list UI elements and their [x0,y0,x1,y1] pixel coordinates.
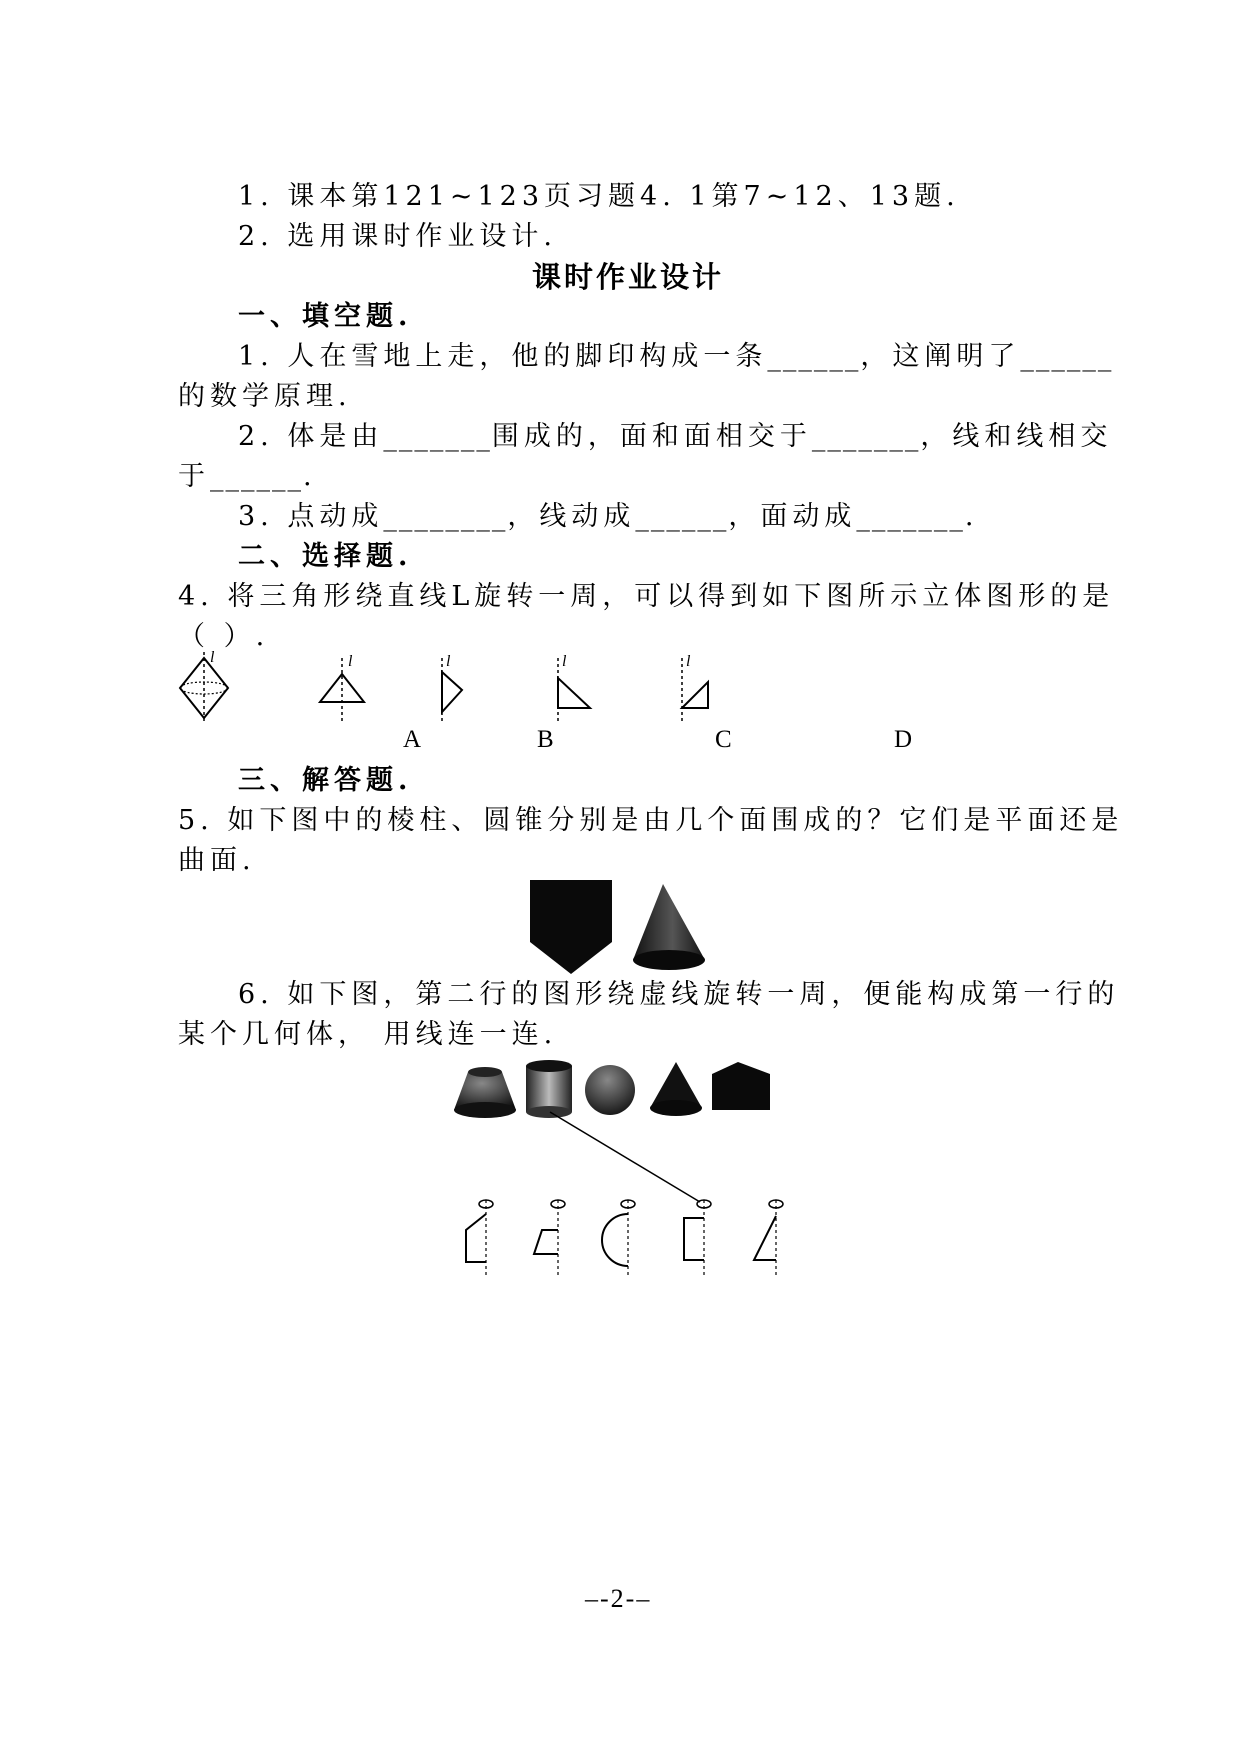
option-c-figure [548,652,598,724]
question-2-line-2 [178,460,317,494]
match-connector-line [548,1110,708,1206]
q2-blank-2: _______ [811,421,921,452]
option-c-label: C [715,726,732,753]
rotation-figure-3 [602,1200,635,1276]
question-6-line-1: 6. 如下图，第二行的图形绕虚线旋转一周，便能构成第一行的 [238,979,1120,1010]
question-5-line-1: 5. 如下图中的棱柱、圆锥分别是由几个面围成的？它们是平面还是 [178,805,1124,836]
option-b-label: B [537,726,554,753]
homework-item-2: 2. 选用课时作业设计. [238,221,557,252]
q3-blank-2: ______ [635,501,729,532]
frustum-icon [454,1067,516,1118]
pentagonal-solid-icon [712,1062,770,1110]
rotation-figure-2 [534,1200,565,1276]
question-6-line-2: 某个几何体， 用线连一连. [178,1019,558,1050]
q2-blank-3: ______ [210,461,303,492]
option-b-figure [432,652,482,724]
rotation-figure-4 [684,1200,711,1276]
option-a-label: A [403,726,422,753]
q2-blank-1: _______ [383,421,492,452]
q1-text-b: ，这阐明了 [860,341,1021,372]
axis-label-figure: l [210,649,215,666]
q1-blank-2: ______ [1020,341,1114,372]
q3-text-c: ，面动成 [728,501,857,532]
page-number: –-2-– [585,1584,652,1613]
q3-blank-3: _______ [856,501,965,532]
rotation-figure-1 [466,1200,493,1276]
axis-label-d: l [686,653,691,670]
pentagonal-prism-icon [530,880,612,974]
q2-text-b: 围成的，面和面相交于 [491,421,812,452]
question-4-line-1: 4. 将三角形绕直线L旋转一周，可以得到如下图所示立体图形的是 [178,581,1115,612]
homework-item-1: 1. 课本第121~123页习题4. 1第7~12、13题. [238,181,960,212]
sphere-icon [585,1065,635,1115]
double-cone-figure [176,649,236,724]
question-1-line-1 [238,340,1113,374]
axis-label-a: l [348,653,353,670]
q3-text-a: 3. 点动成 [238,501,384,532]
option-d-label: D [894,726,913,753]
q2-text-a: 2. 体是由 [238,421,384,452]
rotation-figure-5 [754,1200,783,1276]
q1-blank-1: ______ [767,341,861,372]
q2-text-c: ，线和线相交 [920,421,1113,452]
question-4-line-2: （ ）. [178,621,270,652]
q3-text-b: ，线动成 [507,501,636,532]
part2-heading: 二、选择题. [238,541,413,572]
part1-heading: 一、填空题. [238,301,413,332]
cone-icon [650,1062,702,1116]
question-3 [238,500,978,534]
q1-text-a: 1. 人在雪地上走，他的脚印构成一条 [238,341,768,372]
q2-text-d: 于 [178,461,210,492]
question-2-line-1 [238,420,1112,454]
axis-label-c: l [562,653,567,670]
q2-text-e: . [303,461,317,492]
cone-icon [633,884,705,970]
question-1-line-2: 的数学原理. [178,381,352,412]
q5-figure [530,880,710,976]
axis-label-b: l [446,653,451,670]
section-title: 课时作业设计 [532,260,725,294]
option-a-figure [318,652,368,724]
q3-blank-1: ________ [383,501,508,532]
q3-text-d: . [964,501,979,532]
option-d-figure [672,652,722,724]
q6-plane-figures-row [458,1196,798,1278]
question-5-line-2: 曲面. [178,845,256,876]
part3-heading: 三、解答题. [238,765,413,796]
